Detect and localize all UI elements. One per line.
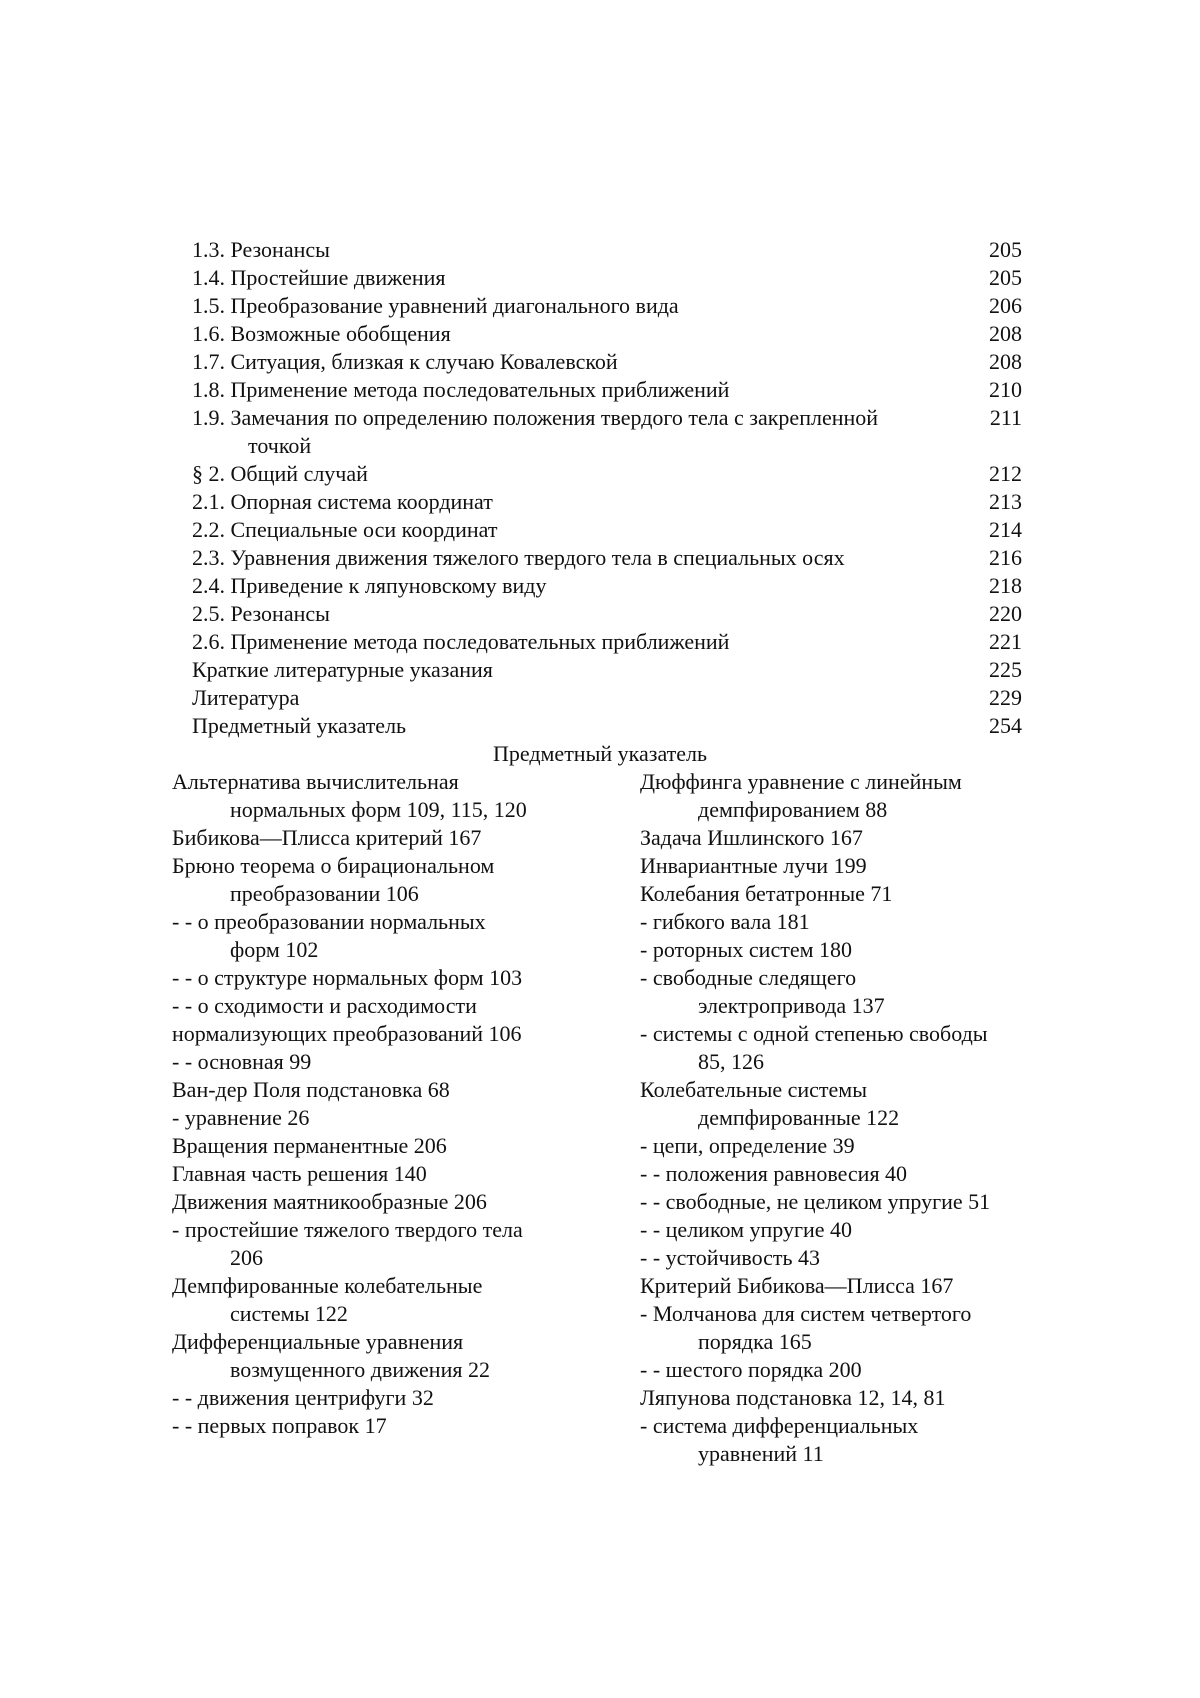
index-entry-text: - - о структуре нормальных форм 103 [172,965,523,990]
toc-entry [192,656,1022,684]
toc-entry-title-text: § 2. Общий случай [192,461,368,486]
index-entry-text: Ляпунова подстановка 12, 14, 81 [640,1385,946,1410]
index-entry-text: Бибикова—Плисса критерий 167 [172,825,482,850]
index-entry-text: - простейшие тяжелого твердого тела [172,1217,523,1242]
toc-entry-page-number: 216 [989,545,1022,570]
toc-entry-page-number: 205 [989,265,1022,290]
index-entry [640,1300,1040,1356]
index-entry-text: Движения маятникообразные 206 [172,1189,487,1214]
index-entry-text: Дюффинга уравнение с линейным [640,769,962,794]
toc-entry-title-text: 1.6. Возможные обобщения [192,321,451,346]
index-entry-continuation: системы 122 [230,1301,348,1326]
index-entry [640,936,1040,964]
index-entry [172,1272,602,1328]
toc-entry [192,488,1022,516]
index-entry [172,1132,602,1160]
index-entry-text: Дифференциальные уравнения [172,1329,464,1354]
toc-entry-title [192,488,972,516]
index-entry [172,992,602,1020]
index-heading: Предметный указатель [492,741,708,766]
toc-entry [192,712,1022,740]
index-entry-text: - - шестого порядка 200 [640,1357,862,1382]
toc-entry [192,348,1022,376]
index-entry [640,1412,1040,1468]
index-entry [172,768,602,824]
index-entry-text: - - первых поправок 17 [172,1413,387,1438]
index-entry-text: - - о преобразовании нормальных [172,909,486,934]
index-entry-continuation: демпфированные 122 [698,1105,900,1130]
toc-entry-title [192,516,972,544]
toc-entry-title-text: 2.1. Опорная система координат [192,489,493,514]
toc-entry-title [192,544,972,572]
toc-entry-title [192,572,972,600]
index-entry-text: - система дифференциальных [640,1413,919,1438]
index-entry [172,1048,602,1076]
toc-entry-title-text: 2.5. Резонансы [192,601,330,626]
index-column-left [172,768,602,1440]
toc-entry-title-text: 2.6. Применение метода последовательных приближений [192,629,730,654]
index-entry-text: Задача Ишлинского 167 [640,825,863,850]
index-entry-text: Главная часть решения 140 [172,1161,427,1186]
index-entry-text: Критерий Бибикова—Плисса 167 [640,1273,954,1298]
toc-entry-title-text: 1.9. Замечания по определению положения твердого тела с закрепленной [192,405,879,430]
index-entry [640,1384,1040,1412]
index-entry-text: - роторных систем 180 [640,937,853,962]
toc-entry [192,628,1022,656]
index-entry-continuation: демпфированием 88 [698,797,888,822]
toc-entry-page-number: 221 [989,629,1022,654]
toc-entry [192,516,1022,544]
index-entry-text: Альтернатива вычислительная [172,769,459,794]
index-entry-text: - - свободные, не целиком упругие 51 [640,1189,991,1214]
index-entry-text: Колебательные системы [640,1077,868,1102]
index-entry [172,1328,602,1384]
index-entry-text: Вращения перманентные 206 [172,1133,447,1158]
toc-entry-page-number: 220 [989,601,1022,626]
toc-entry-page-number: 208 [989,349,1022,374]
index-entry [172,908,602,964]
index-entry-continuation: нормальных форм 109, 115, 120 [230,797,527,822]
index-entry-text: Ван-дер Поля подстановка 68 [172,1077,450,1102]
toc-entry-page-number: 210 [989,377,1022,402]
index-entry [640,1244,1040,1272]
index-entry [640,1076,1040,1132]
toc-entry-title-text: 1.8. Применение метода последовательных приближений [192,377,730,402]
index-entry [172,1412,602,1440]
toc-entry-title [192,292,972,320]
toc-entry [192,264,1022,292]
index-entry-continuation: возмущенного движения 22 [230,1357,490,1382]
index-entry [640,964,1040,1020]
toc-entry [192,684,1022,712]
index-entry [172,1160,602,1188]
index-entry [640,1188,1040,1216]
toc-entry-title [192,264,972,292]
index-entry [172,964,602,992]
toc-entry [192,376,1022,404]
toc-entry [192,460,1022,488]
toc-entry-page-number: 213 [989,489,1022,514]
toc-entry-title-text: Литература [192,685,300,710]
index-entry [172,852,602,908]
toc-entry-title-text: 1.7. Ситуация, близкая к случаю Ковалевской [192,349,618,374]
toc-entry-page-number: 206 [989,293,1022,318]
index-entry-text: - - положения равновесия 40 [640,1161,908,1186]
toc-entry-title [192,684,972,712]
index-entry [172,1076,602,1104]
toc-entry-page-number: 208 [989,321,1022,346]
index-entry-text: Инвариантные лучи 199 [640,853,867,878]
toc-entry-title-text: 2.2. Специальные оси координат [192,517,498,542]
toc-entry-title-text: Предметный указатель [192,713,407,738]
index-entry [640,852,1040,880]
index-entry [640,824,1040,852]
toc-entry-title [192,600,972,628]
toc-entry-title-text: 2.4. Приведение к ляпуновскому виду [192,573,547,598]
index-entry-text: Демпфированные колебательные [172,1273,483,1298]
toc-entry-page-number: 225 [989,657,1022,682]
toc-entry [192,544,1022,572]
index-entry [172,1104,602,1132]
index-entry [640,1272,1040,1300]
toc-entry [192,236,1022,264]
toc-entry [192,600,1022,628]
toc-entry-title-text: 1.4. Простейшие движения [192,265,446,290]
toc-entry-title [192,460,972,488]
toc-entry [192,292,1022,320]
toc-entry-page-number: 212 [989,461,1022,486]
index-entry [640,768,1040,824]
index-entry-continuation: форм 102 [230,937,319,962]
toc-entry [192,320,1022,348]
toc-entry-page-number: 229 [989,685,1022,710]
index-entry [172,1020,602,1048]
toc-entry-title [192,376,972,404]
index-entry-continuation: электропривода 137 [698,993,885,1018]
index-entry-continuation: 206 [230,1245,263,1270]
index-entry [640,1356,1040,1384]
toc-entry-title [192,348,972,376]
index-entry-text: - - устойчивость 43 [640,1245,821,1270]
toc-entry-page-number: 214 [989,517,1022,542]
index-entry [172,824,602,852]
index-entry-continuation: порядка 165 [698,1329,812,1354]
index-entry [172,1188,602,1216]
toc-entry-page-number: 205 [989,237,1022,262]
index-entry-text: - - о сходимости и расходимости [172,993,477,1018]
index-entry [172,1384,602,1412]
index-entry-text: - Молчанова для систем четвертого [640,1301,972,1326]
index-entry [640,880,1040,908]
index-entry [640,1216,1040,1244]
index-entry-text: - - целиком упругие 40 [640,1217,853,1242]
table-of-contents [192,236,1022,740]
toc-entry-page-number: 211 [989,405,1022,430]
toc-entry-title [192,404,972,460]
index-entry [640,1132,1040,1160]
toc-entry-page-number: 254 [989,713,1022,738]
index-entry-text: - гибкого вала 181 [640,909,810,934]
toc-entry-title-text: 2.3. Уравнения движения тяжелого твердого тела в специальных осях [192,545,845,570]
index-column-right [640,768,1040,1468]
toc-entry-title [192,656,972,684]
index-entry [640,1160,1040,1188]
toc-entry-page-number: 218 [989,573,1022,598]
index-entry-continuation: 85, 126 [698,1049,764,1074]
toc-entry [192,404,1022,460]
index-entry [640,908,1040,936]
toc-entry-title-text: 1.3. Резонансы [192,237,330,262]
index-entry-text: нормализующих преобразований 106 [172,1021,522,1046]
index-entry-text: - уравнение 26 [172,1105,310,1130]
toc-entry-title [192,712,972,740]
index-entry-text: - системы с одной степенью свободы [640,1021,988,1046]
toc-entry-title-text: 1.5. Преобразование уравнений диагонального вида [192,293,679,318]
toc-entry-title [192,320,972,348]
index-entry-text: Брюно теорема о бирациональном [172,853,495,878]
index-entry-text: Колебания бетатронные 71 [640,881,893,906]
index-entry-text: - - движения центрифуги 32 [172,1385,434,1410]
index-entry-text: - свободные следящего [640,965,857,990]
toc-entry-title-text: Краткие литературные указания [192,657,493,682]
index-entry-continuation: преобразовании 106 [230,881,419,906]
toc-entry [192,572,1022,600]
toc-entry-title [192,628,972,656]
index-entry [172,1216,602,1272]
toc-entry-title-continuation: точкой [248,433,312,458]
index-entry [640,1020,1040,1076]
index-entry-text: - цепи, определение 39 [640,1133,855,1158]
index-entry-text: - - основная 99 [172,1049,312,1074]
index-entry-continuation: уравнений 11 [698,1441,824,1466]
toc-entry-title [192,236,972,264]
